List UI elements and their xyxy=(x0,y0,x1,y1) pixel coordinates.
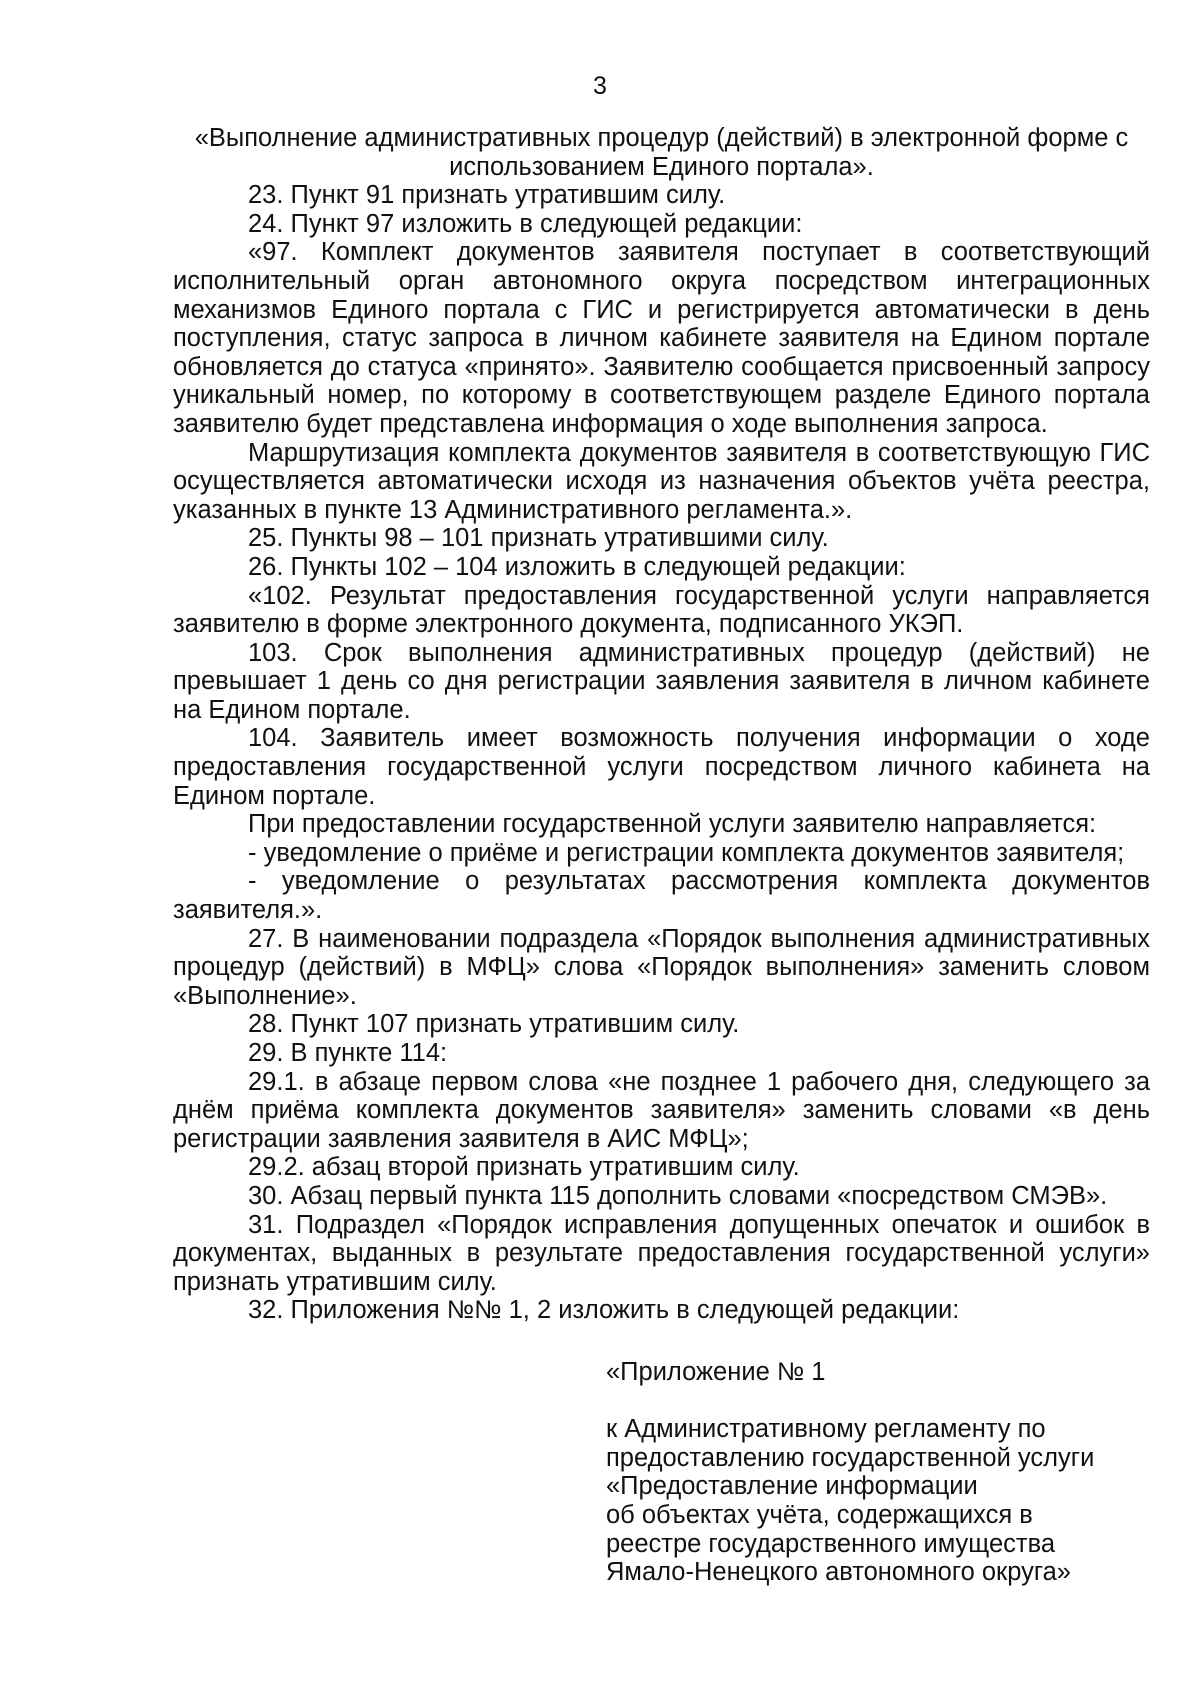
paragraph: 32. Приложения №№ 1, 2 изложить в следующей редакции: xyxy=(248,1296,960,1325)
annex-line: Ямало-Ненецкого автономного округа» xyxy=(606,1558,1071,1587)
subsection-title-fragment: «Выполнение административных процедур (действий) в электронной форме с использованием Единого портала». xyxy=(194,124,1129,181)
paragraph: «102. Результат предоставления государственной услуги направляется заявителю в форме электронного документа, подписанного УКЭП. xyxy=(173,581,1150,639)
paragraph: 104. Заявитель имеет возможность получения информации о ходе предоставления государственной услуги посредством личного кабинета на Едином портале. xyxy=(173,724,1150,810)
annex-header xyxy=(606,1358,1126,1587)
paragraph: 103. Срок выполнения административных процедур (действий) не превышает 1 день со дня регистрации заявления заявителя в личном кабинете на Едином портале. xyxy=(173,638,1150,724)
annex-line: «Предоставление информации xyxy=(606,1472,978,1501)
paragraph: 29.1. в абзаце первом слова «не позднее 1 рабочего дня, следующего за днём приёма комплекта документов заявителя» заменить словами «в день регистрации заявления заявителя в АИС МФЦ»; xyxy=(173,1067,1150,1153)
paragraph: 30. Абзац первый пункта 115 дополнить словами «посредством СМЭВ». xyxy=(248,1181,1108,1210)
paragraph: 23. Пункт 91 признать утратившим силу. xyxy=(248,181,726,210)
list-item: - уведомление о результатах рассмотрения комплекта документов заявителя.». xyxy=(173,867,1150,925)
annex-line: к Административному регламенту по xyxy=(606,1415,1046,1444)
paragraph: Маршрутизация комплекта документов заявителя в соответствующую ГИС осуществляется автоматически исходя из назначения объектов учёта реестра, указанных в пункте 13 Административного регламента.». xyxy=(173,438,1150,524)
paragraph: 28. Пункт 107 признать утратившим силу. xyxy=(248,1010,740,1039)
paragraph: 24. Пункт 97 изложить в следующей редакции: xyxy=(248,209,803,238)
annex-line: предоставлению государственной услуги xyxy=(606,1443,1095,1472)
page-number: 3 xyxy=(593,72,607,100)
list-item: - уведомление о приёме и регистрации комплекта документов заявителя; xyxy=(248,838,1125,867)
annex-line: реестре государственного имущества xyxy=(606,1529,1056,1558)
paragraph: «97. Комплект документов заявителя поступает в соответствующий исполнительный орган автономного округа посредством интеграционных механизмов Единого портала с ГИС и регистрируется автоматически в день поступления, статус запроса в личном кабинете заявителя на Едином портале обновляется до статуса «принято». Заявителю сообщается присвоенный запросу уникальный номер, по которому в соответствующем разделе Единого портала заявителю будет представлена информация о ходе выполнения запроса. xyxy=(173,238,1150,438)
paragraph: 29.2. абзац второй признать утратившим силу. xyxy=(248,1153,800,1182)
paragraph: 26. Пункты 102 – 104 изложить в следующей редакции: xyxy=(248,552,906,581)
paragraph: При предоставлении государственной услуги заявителю направляется: xyxy=(248,810,1097,839)
annex-line: об объектах учёта, содержащихся в xyxy=(606,1500,1033,1529)
paragraph: 25. Пункты 98 – 101 признать утратившими силу. xyxy=(248,524,829,553)
document-body xyxy=(173,124,1150,1325)
paragraph: 31. Подраздел «Порядок исправления допущенных опечаток и ошибок в документах, выданных в результате предоставления государственной услуги» признать утратившим силу. xyxy=(173,1210,1150,1296)
annex-title: «Приложение № 1 xyxy=(606,1358,826,1386)
annex-spacer xyxy=(606,1387,1126,1416)
paragraph: 29. В пункте 114: xyxy=(248,1039,448,1067)
paragraph: 27. В наименовании подраздела «Порядок выполнения административных процедур (действий) в МФЦ» слова «Порядок выполнения» заменить словом «Выполнение». xyxy=(173,924,1150,1010)
